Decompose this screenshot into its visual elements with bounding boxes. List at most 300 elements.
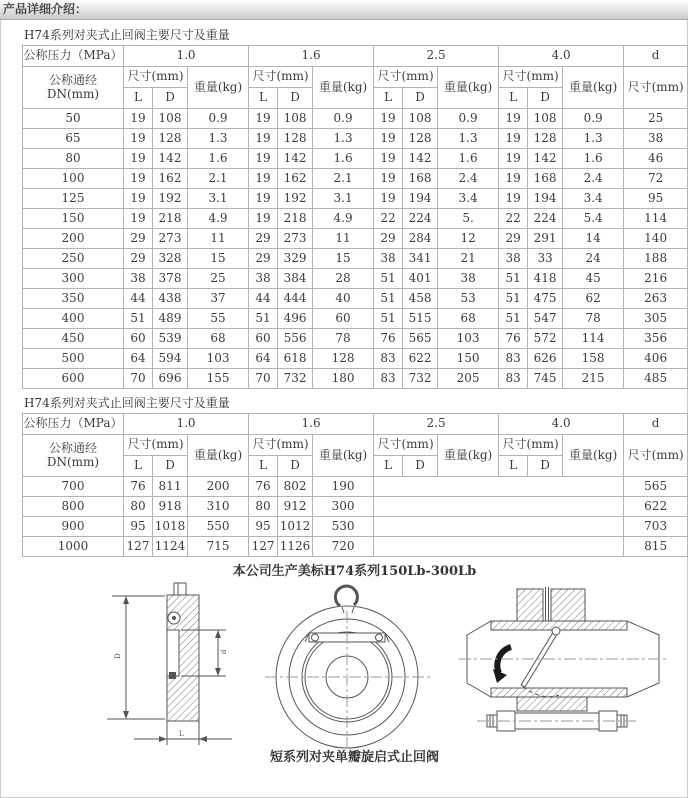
table-cell: 329 [278, 249, 313, 269]
table-cell: 0.9 [438, 109, 499, 129]
table-cell: 142 [528, 149, 563, 169]
table-cell: 51 [499, 309, 528, 329]
technical-drawings [22, 581, 687, 749]
table-cell: 127 [249, 537, 278, 557]
figures-caption-top: 本公司生产美标H74系列150Lb-300Lb [232, 564, 477, 579]
table-cell: 53 [438, 289, 499, 309]
table-cell: 168 [403, 169, 438, 189]
table-cell: 192 [153, 189, 188, 209]
empty-merged-cell [374, 477, 624, 497]
table-cell: 108 [403, 109, 438, 129]
dim-label-length: L [179, 730, 184, 738]
table-cell: 444 [278, 289, 313, 309]
table-cell: 475 [528, 289, 563, 309]
table-cell: 1.6 [188, 149, 249, 169]
table-cell: 400 [23, 309, 124, 329]
table-cell: 0.9 [563, 109, 624, 129]
table-cell: 127 [124, 537, 153, 557]
table-cell: 44 [249, 289, 278, 309]
table-cell: 108 [153, 109, 188, 129]
table-cell: 76 [249, 477, 278, 497]
table-cell: 70 [249, 369, 278, 389]
table-cell: 29 [499, 229, 528, 249]
table-cell: 194 [403, 189, 438, 209]
header-cell: 1.0 [124, 414, 249, 435]
table-cell: 489 [153, 309, 188, 329]
header-cell: 尺寸(mm) [249, 67, 313, 88]
table-cell: 108 [528, 109, 563, 129]
table-cell: 3.4 [438, 189, 499, 209]
table-row [23, 109, 688, 129]
table-row [23, 477, 688, 497]
table-cell: 38 [438, 269, 499, 289]
header-row-size [23, 435, 688, 456]
table-cell: 1.3 [188, 129, 249, 149]
table-cell: 800 [23, 497, 124, 517]
table-cell: 51 [499, 269, 528, 289]
table-cell: 438 [153, 289, 188, 309]
table-cell: 300 [313, 497, 374, 517]
header-cell: 尺寸(mm) [374, 67, 438, 88]
table-cell: 155 [188, 369, 249, 389]
table-cell: 19 [249, 209, 278, 229]
table-cell: 40 [313, 289, 374, 309]
table-cell: 190 [313, 477, 374, 497]
table-cell: 622 [403, 349, 438, 369]
table-cell: 1.3 [313, 129, 374, 149]
table-cell: 19 [499, 109, 528, 129]
table-row [23, 329, 688, 349]
table-cell: 78 [313, 329, 374, 349]
table-cell: 60 [124, 329, 153, 349]
table-title-2: H74系列对夹式止回阀主要尺寸及重量 [24, 396, 230, 410]
spec-table-large-dn-body [23, 477, 688, 557]
table-row [23, 129, 688, 149]
table-cell: 418 [528, 269, 563, 289]
table-cell: 19 [124, 149, 153, 169]
table-cell: 158 [563, 349, 624, 369]
header-cell: L [124, 456, 153, 477]
table-cell: 51 [374, 289, 403, 309]
table-cell: 19 [249, 189, 278, 209]
table-cell: 83 [499, 369, 528, 389]
table-cell: 108 [278, 109, 313, 129]
table-cell: 720 [313, 537, 374, 557]
table-cell: 3.1 [188, 189, 249, 209]
table-cell: 530 [313, 517, 374, 537]
table-row [23, 149, 688, 169]
header-cell: D [403, 456, 438, 477]
table-cell: 80 [23, 149, 124, 169]
figures-section [22, 563, 687, 767]
table-row [23, 189, 688, 209]
table-row [23, 497, 688, 517]
table-cell: 700 [23, 477, 124, 497]
empty-merged-cell [374, 497, 624, 517]
table-cell: 1000 [23, 537, 124, 557]
table-cell: 51 [249, 309, 278, 329]
header-cell: 重量(kg) [313, 67, 374, 109]
table-cell: 128 [403, 129, 438, 149]
table-cell: 29 [249, 249, 278, 269]
table-cell: 406 [624, 349, 688, 369]
table-cell: 291 [528, 229, 563, 249]
table-cell: 19 [499, 189, 528, 209]
spec-table-main [22, 45, 688, 389]
table-cell: 200 [188, 477, 249, 497]
table-cell: 11 [188, 229, 249, 249]
table-cell: 19 [124, 129, 153, 149]
table-cell: 3.4 [563, 189, 624, 209]
header-cell: 重量(kg) [188, 435, 249, 477]
table-cell: 1012 [278, 517, 313, 537]
table-row [23, 517, 688, 537]
table-cell: 51 [374, 269, 403, 289]
page-header-bar [0, 0, 688, 20]
table-cell: 273 [278, 229, 313, 249]
header-row-pressure [23, 414, 688, 435]
table-cell: 328 [153, 249, 188, 269]
table-cell: 19 [374, 169, 403, 189]
table-cell: 565 [624, 477, 688, 497]
header-cell: L [124, 88, 153, 109]
header-cell: D [278, 88, 313, 109]
table-cell: 218 [278, 209, 313, 229]
table-cell: 83 [499, 349, 528, 369]
table-cell: 19 [249, 149, 278, 169]
table-cell: 19 [124, 189, 153, 209]
table-cell: 194 [528, 189, 563, 209]
table-cell: 29 [374, 229, 403, 249]
table-cell: 732 [403, 369, 438, 389]
table-cell: 103 [438, 329, 499, 349]
header-row-size [23, 67, 688, 88]
table-cell: 715 [188, 537, 249, 557]
table-cell: 350 [23, 289, 124, 309]
header-cell: L [499, 88, 528, 109]
table-cell: 33 [528, 249, 563, 269]
table-row [23, 537, 688, 557]
table-cell: 802 [278, 477, 313, 497]
table-cell: 28 [313, 269, 374, 289]
table-cell: 78 [563, 309, 624, 329]
table-cell: 83 [374, 349, 403, 369]
table-cell: 401 [403, 269, 438, 289]
table-cell: 496 [278, 309, 313, 329]
header-cell: 公称压力（MPa） [23, 414, 124, 435]
table-cell: 29 [124, 229, 153, 249]
header-cell: 重量(kg) [438, 435, 499, 477]
table-cell: 100 [23, 169, 124, 189]
spec-table-large-dn [22, 413, 688, 557]
table-cell: 450 [23, 329, 124, 349]
table-cell: 384 [278, 269, 313, 289]
table-cell: 15 [188, 249, 249, 269]
table-cell: 572 [528, 329, 563, 349]
content-panel [0, 20, 688, 798]
table-cell: 45 [563, 269, 624, 289]
header-cell: 尺寸(mm) [624, 67, 688, 109]
header-cell: 公称通经DN(mm) [23, 435, 124, 477]
table-cell: 19 [124, 209, 153, 229]
table-cell: 25 [188, 269, 249, 289]
table-cell: 341 [403, 249, 438, 269]
dim-label-outer-diameter: D [114, 653, 122, 659]
table-row [23, 289, 688, 309]
table-cell: 1.6 [563, 149, 624, 169]
table-cell: 19 [124, 169, 153, 189]
table-row [23, 369, 688, 389]
table-row [23, 229, 688, 249]
table-cell: 3.1 [313, 189, 374, 209]
header-cell: 重量(kg) [563, 67, 624, 109]
table-cell: 900 [23, 517, 124, 537]
table-cell: 128 [153, 129, 188, 149]
table-cell: 19 [499, 149, 528, 169]
table-cell: 51 [374, 309, 403, 329]
table-cell: 83 [374, 369, 403, 389]
header-cell: 4.0 [499, 46, 624, 67]
table-cell: 19 [249, 169, 278, 189]
table-cell: 19 [499, 169, 528, 189]
table-cell: 19 [124, 109, 153, 129]
header-cell: 公称通经DN(mm) [23, 67, 124, 109]
table-cell: 65 [23, 129, 124, 149]
table-cell: 515 [403, 309, 438, 329]
table-cell: 64 [124, 349, 153, 369]
table-cell: 2.4 [438, 169, 499, 189]
table-cell: 19 [249, 129, 278, 149]
table-row [23, 349, 688, 369]
figure-side-section-drawing [74, 581, 259, 749]
table-cell: 1.6 [313, 149, 374, 169]
table-cell: 38 [124, 269, 153, 289]
table-cell: 250 [23, 249, 124, 269]
table-cell: 19 [249, 109, 278, 129]
header-cell: 1.6 [249, 46, 374, 67]
header-cell: 4.0 [499, 414, 624, 435]
table-cell: 22 [499, 209, 528, 229]
table-cell: 224 [403, 209, 438, 229]
table-cell: 218 [153, 209, 188, 229]
table-cell: 22 [374, 209, 403, 229]
table-cell: 114 [624, 209, 688, 229]
table-cell: 64 [249, 349, 278, 369]
table-cell: 811 [153, 477, 188, 497]
table-cell: 565 [403, 329, 438, 349]
table-cell: 60 [249, 329, 278, 349]
table-row [23, 309, 688, 329]
table-cell: 37 [188, 289, 249, 309]
table-cell: 125 [23, 189, 124, 209]
header-row-pressure [23, 46, 688, 67]
table-cell: 1.3 [563, 129, 624, 149]
table-cell: 547 [528, 309, 563, 329]
header-cell: 尺寸(mm) [499, 435, 563, 456]
table-cell: 180 [313, 369, 374, 389]
header-cell: 尺寸(mm) [624, 435, 688, 477]
table-cell: 618 [278, 349, 313, 369]
table-cell: 19 [374, 189, 403, 209]
table-cell: 200 [23, 229, 124, 249]
table-cell: 150 [23, 209, 124, 229]
table-cell: 215 [563, 369, 624, 389]
table-cell: 140 [624, 229, 688, 249]
table-cell: 80 [249, 497, 278, 517]
table-cell: 142 [278, 149, 313, 169]
table-cell: 539 [153, 329, 188, 349]
header-cell: d [624, 414, 688, 435]
page-title: 产品详细介绍： [3, 2, 88, 16]
table-cell: 162 [278, 169, 313, 189]
table-cell: 38 [624, 129, 688, 149]
table-cell: 732 [278, 369, 313, 389]
table-cell: 11 [313, 229, 374, 249]
header-cell: 2.5 [374, 414, 499, 435]
header-cell: 尺寸(mm) [499, 67, 563, 88]
figure-front-view-drawing [259, 581, 439, 749]
table-cell: 2.1 [313, 169, 374, 189]
table-cell: 2.1 [188, 169, 249, 189]
table-cell: 150 [438, 349, 499, 369]
table-cell: 263 [624, 289, 688, 309]
table-cell: 168 [528, 169, 563, 189]
table-cell: 626 [528, 349, 563, 369]
table-row [23, 209, 688, 229]
table-cell: 51 [124, 309, 153, 329]
table-cell: 128 [528, 129, 563, 149]
table-cell: 912 [278, 497, 313, 517]
header-cell: L [249, 88, 278, 109]
table-cell: 128 [278, 129, 313, 149]
table-title-1: H74系列对夹式止回阀主要尺寸及重量 [24, 28, 230, 42]
table-cell: 5. [438, 209, 499, 229]
table-cell: 76 [499, 329, 528, 349]
table-cell: 696 [153, 369, 188, 389]
header-cell: d [624, 46, 688, 67]
table-cell: 24 [563, 249, 624, 269]
table-cell: 703 [624, 517, 688, 537]
header-cell: 尺寸(mm) [124, 435, 188, 456]
table-cell: 300 [23, 269, 124, 289]
header-cell: L [374, 88, 403, 109]
table-cell: 310 [188, 497, 249, 517]
table-cell: 0.9 [313, 109, 374, 129]
table-cell: 188 [624, 249, 688, 269]
table-cell: 95 [249, 517, 278, 537]
table-cell: 46 [624, 149, 688, 169]
table-cell: 162 [153, 169, 188, 189]
table-cell: 55 [188, 309, 249, 329]
table-cell: 556 [278, 329, 313, 349]
header-cell: 重量(kg) [563, 435, 624, 477]
table-row [23, 269, 688, 289]
table-cell: 1018 [153, 517, 188, 537]
table-cell: 51 [499, 289, 528, 309]
table-row [23, 249, 688, 269]
dim-label-bore-diameter: d [220, 649, 228, 654]
header-cell: 重量(kg) [438, 67, 499, 109]
table-cell: 224 [528, 209, 563, 229]
empty-merged-cell [374, 517, 624, 537]
table-cell: 216 [624, 269, 688, 289]
table-cell: 4.9 [313, 209, 374, 229]
table-cell: 95 [124, 517, 153, 537]
table-cell: 1.3 [438, 129, 499, 149]
table-cell: 550 [188, 517, 249, 537]
table-cell: 68 [438, 309, 499, 329]
table-cell: 0.9 [188, 109, 249, 129]
table-cell: 1.6 [438, 149, 499, 169]
table-cell: 76 [374, 329, 403, 349]
table-row [23, 169, 688, 189]
table-cell: 80 [124, 497, 153, 517]
table-cell: 1126 [278, 537, 313, 557]
table-cell: 21 [438, 249, 499, 269]
figures-caption-bottom: 短系列对夹单瓣旋启式止回阀 [269, 750, 439, 765]
table-cell: 70 [124, 369, 153, 389]
table-cell: 38 [249, 269, 278, 289]
table-cell: 600 [23, 369, 124, 389]
table-cell: 19 [374, 149, 403, 169]
table-cell: 25 [624, 109, 688, 129]
table-cell: 273 [153, 229, 188, 249]
spec-table-main-body [23, 109, 688, 389]
header-cell: 1.6 [249, 414, 374, 435]
table-cell: 1124 [153, 537, 188, 557]
table-cell: 38 [499, 249, 528, 269]
table-cell: 356 [624, 329, 688, 349]
table-cell: 72 [624, 169, 688, 189]
header-cell: 2.5 [374, 46, 499, 67]
header-cell: 重量(kg) [313, 435, 374, 477]
header-cell: 公称压力（MPa） [23, 46, 124, 67]
header-cell: 重量(kg) [188, 67, 249, 109]
table-cell: 305 [624, 309, 688, 329]
table-cell: 19 [499, 129, 528, 149]
table-cell: 95 [624, 189, 688, 209]
header-cell: 尺寸(mm) [374, 435, 438, 456]
table-cell: 815 [624, 537, 688, 557]
table-cell: 19 [374, 109, 403, 129]
table-cell: 29 [249, 229, 278, 249]
header-cell: 1.0 [124, 46, 249, 67]
header-cell: 尺寸(mm) [124, 67, 188, 88]
table-cell: 29 [124, 249, 153, 269]
table-cell: 44 [124, 289, 153, 309]
table-cell: 284 [403, 229, 438, 249]
header-cell: D [278, 456, 313, 477]
table-cell: 15 [313, 249, 374, 269]
table-cell: 192 [278, 189, 313, 209]
table-cell: 50 [23, 109, 124, 129]
table-cell: 103 [188, 349, 249, 369]
header-cell: 尺寸(mm) [249, 435, 313, 456]
table-cell: 205 [438, 369, 499, 389]
table-cell: 38 [374, 249, 403, 269]
table-cell: 68 [188, 329, 249, 349]
header-cell: D [153, 88, 188, 109]
figure-valve-cross-section-drawing [459, 585, 669, 745]
header-cell: L [374, 456, 403, 477]
table-cell: 745 [528, 369, 563, 389]
table-cell: 76 [124, 477, 153, 497]
table-cell: 14 [563, 229, 624, 249]
table-cell: 12 [438, 229, 499, 249]
table-cell: 128 [313, 349, 374, 369]
table-cell: 4.9 [188, 209, 249, 229]
table-cell: 60 [313, 309, 374, 329]
